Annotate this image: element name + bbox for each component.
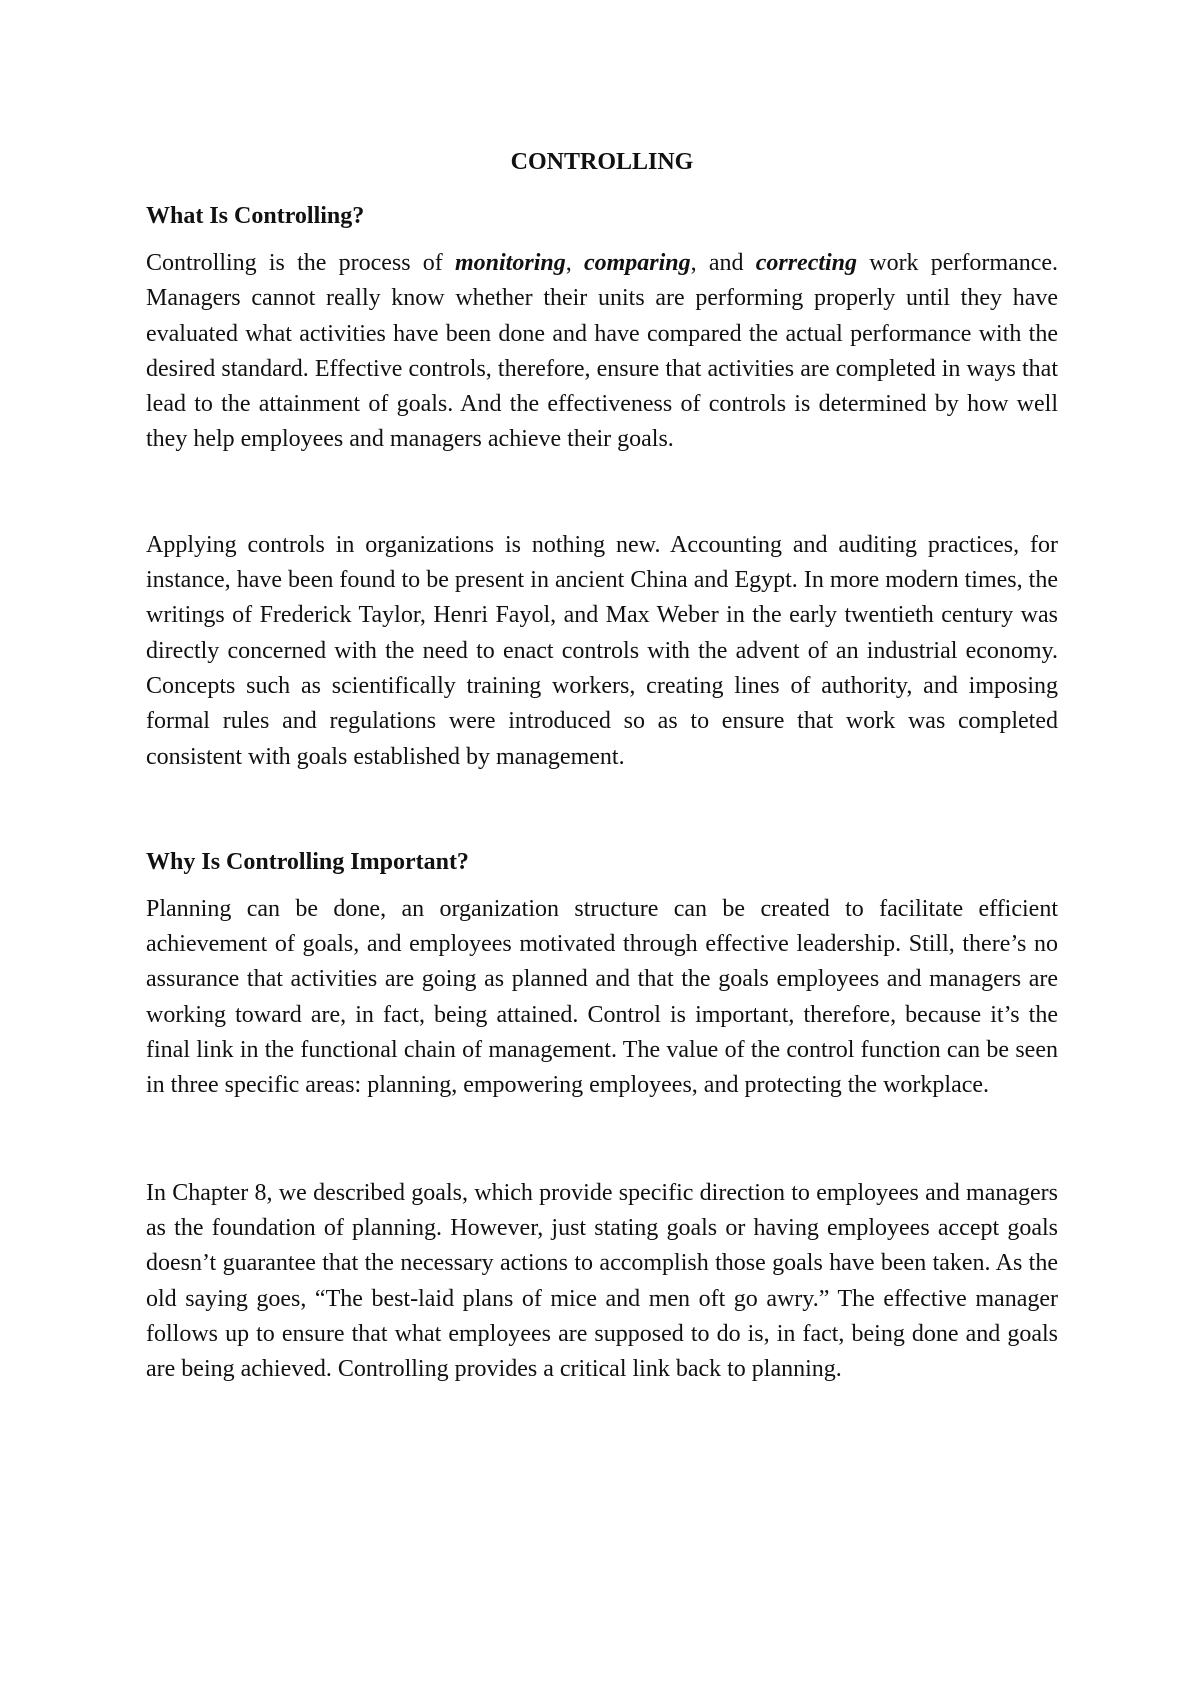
document-title: CONTROLLING bbox=[510, 149, 694, 175]
term-monitoring: monitoring bbox=[455, 250, 566, 276]
document-body bbox=[146, 145, 1058, 1387]
paragraph-definition-lead: Controlling is the process of bbox=[146, 250, 455, 276]
term-comparing: comparing bbox=[583, 250, 691, 276]
section-heading-what-is-controlling: What Is Controlling? bbox=[146, 203, 365, 229]
paragraph-definition-sep2: , and bbox=[690, 250, 756, 276]
paragraph-planning-link: In Chapter 8, we described goals, which provide specific direction to employees and managers as the foundation of planning. However, just stating goals or having employees accept goals doesn’t guarantee that the necessary actions to accomplish those goals have been taken. As the old saying goes, “The best-laid plans of mice and men oft go awry.” The effective manager follows up to ensure that what employees are supposed to do is, in fact, being done and goals are being achieved. Controlling provides a critical link back to planning. bbox=[146, 1179, 1058, 1383]
paragraph-definition-rest: work performance. Managers cannot really know whether their units are performing properly until they have evaluated what activities have been done and have compared the actual performance with the desired standard. Effective controls, therefore, ensure that activities are completed in ways that lead to the attainment of goals. And the effectiveness of controls is determined by how well they help employees and managers achieve their goals. bbox=[146, 250, 1059, 453]
paragraph-history: Applying controls in organizations is nothing new. Accounting and auditing practices, for instance, have been found to be present in ancient China and Egypt. In more modern times, the writings of Frederick Taylor, Henri Fayol, and Max Weber in the early twentieth century was directly concerned with the need to enact controls with the advent of an industrial economy. Concepts such as scientifically training workers, creating lines of authority, and imposing formal rules and regulations were introduced so as to ensure that work was completed consistent with goals established by management. bbox=[146, 531, 1058, 770]
paragraph-importance: Planning can be done, an organization structure can be created to facilitate efficient achievement of goals, and employees motivated through effective leadership. Still, there’s no assurance that activities are going as planned and that the goals employees and managers are working toward are, in fact, being attained. Control is important, therefore, because it’s the final link in the functional chain of management. The value of the control function can be seen in three specific areas: planning, empowering employees, and protecting the workplace. bbox=[146, 895, 1058, 1099]
section-heading-why-important: Why Is Controlling Important? bbox=[146, 848, 469, 875]
term-correcting: correcting bbox=[755, 250, 858, 276]
paragraph-definition bbox=[146, 246, 1058, 458]
paragraph-definition-sep1: , bbox=[565, 250, 584, 276]
